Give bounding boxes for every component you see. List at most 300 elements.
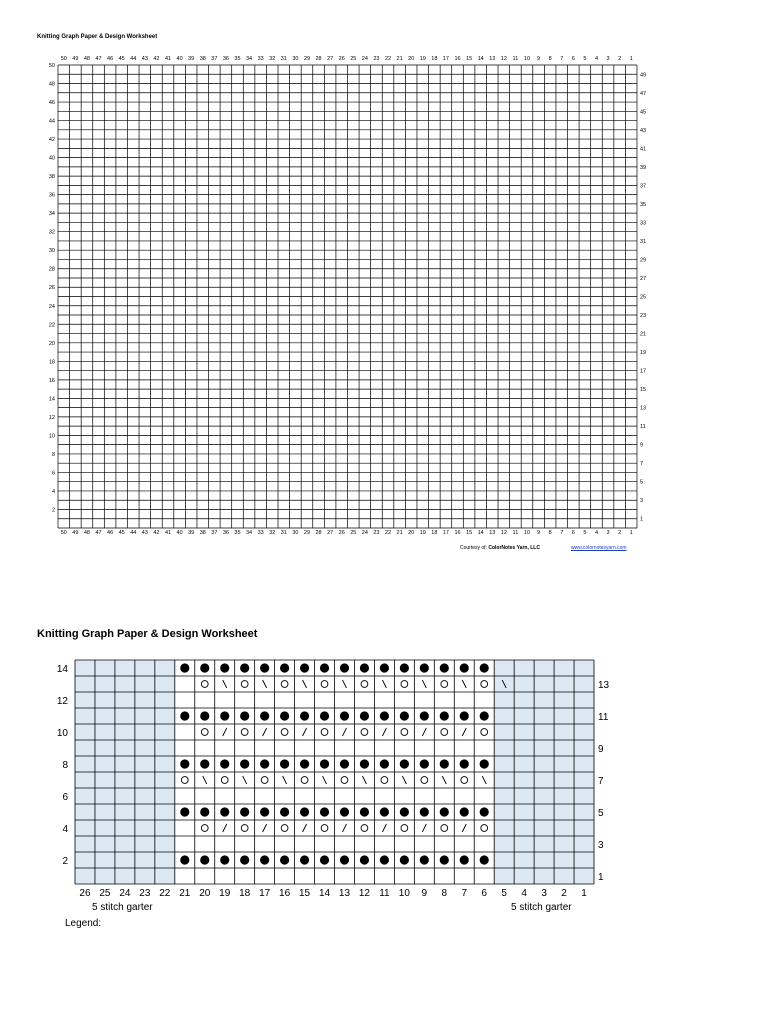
pattern-col-label: 17: [259, 888, 271, 899]
courtesy-name: ColorNotes Yarn, LLC: [488, 545, 540, 551]
purl-dot-mark: [380, 711, 389, 720]
ssk-backslash-mark: [362, 776, 366, 784]
purl-dot-mark: [400, 855, 409, 864]
top-col-label-top: 29: [303, 56, 311, 62]
purl-dot-mark: [380, 807, 389, 816]
top-col-label-bottom: 23: [373, 530, 380, 536]
top-row-label-left: 48: [48, 81, 55, 88]
purl-dot-mark: [320, 807, 329, 816]
purl-dot-mark: [420, 855, 429, 864]
top-row-label-right: 29: [640, 257, 647, 264]
top-col-label-top: 20: [408, 56, 415, 62]
purl-dot-mark: [400, 663, 409, 672]
yarn-over-mark: [281, 681, 288, 688]
pattern-col-label: 3: [541, 888, 547, 899]
purl-dot-mark: [320, 711, 329, 720]
top-col-label-bottom: 13: [489, 530, 496, 536]
purl-dot-mark: [420, 807, 429, 816]
top-col-label-bottom: 26: [338, 530, 345, 536]
top-col-label-bottom: 40: [176, 530, 183, 536]
top-col-label-top: 50: [60, 56, 67, 62]
purl-dot-mark: [320, 759, 329, 768]
top-row-label-right: 47: [640, 90, 647, 97]
purl-dot-mark: [260, 711, 269, 720]
website-link[interactable]: www.colornotesyarn.com: [571, 545, 627, 551]
top-col-label-top: 33: [257, 56, 264, 62]
pattern-col-label: 2: [561, 888, 567, 899]
pattern-col-label: 10: [398, 888, 410, 899]
top-col-label-top: 44: [130, 56, 137, 62]
ssk-backslash-mark: [482, 776, 486, 784]
top-col-label-top: 24: [361, 56, 368, 62]
k2tog-slash-mark: [263, 824, 267, 832]
purl-dot-mark: [180, 663, 189, 672]
top-col-label-bottom: 24: [361, 530, 368, 536]
purl-dot-mark: [400, 807, 409, 816]
top-col-label-bottom: 9: [537, 530, 541, 536]
top-row-label-left: 28: [48, 266, 55, 273]
top-row-label-right: 7: [640, 461, 644, 468]
ssk-backslash-mark: [283, 776, 287, 784]
top-col-label-bottom: 38: [199, 530, 206, 536]
purl-dot-mark: [360, 807, 369, 816]
top-row-label-right: 11: [640, 424, 646, 431]
purl-dot-mark: [360, 663, 369, 672]
pattern-col-label: 1: [581, 888, 587, 899]
pattern-col-label: 9: [421, 888, 428, 899]
top-row-label-left: 24: [48, 303, 55, 310]
purl-dot-mark: [480, 855, 489, 864]
purl-dot-mark: [320, 855, 329, 864]
purl-dot-mark: [280, 759, 289, 768]
purl-dot-mark: [480, 759, 489, 768]
top-row-label-left: 18: [48, 359, 55, 366]
top-col-label-bottom: 36: [222, 530, 229, 536]
top-col-label-bottom: 15: [466, 530, 473, 536]
yarn-over-mark: [361, 825, 368, 832]
purl-dot-mark: [200, 711, 209, 720]
yarn-over-mark: [461, 777, 468, 784]
top-col-label-bottom: 41: [164, 530, 172, 536]
top-col-label-bottom: 34: [246, 530, 253, 536]
ssk-backslash-mark: [243, 776, 247, 784]
top-col-label-top: 46: [107, 56, 114, 62]
top-col-label-top: 5: [583, 56, 587, 62]
top-col-label-bottom: 7: [560, 530, 564, 536]
top-row-label-right: 17: [640, 368, 647, 375]
top-col-label-bottom: 12: [500, 530, 507, 536]
top-col-label-top: 6: [571, 56, 575, 62]
top-col-label-top: 37: [211, 56, 218, 62]
purl-dot-mark: [280, 711, 289, 720]
purl-dot-mark: [220, 711, 229, 720]
k2tog-slash-mark: [303, 824, 307, 832]
purl-dot-mark: [380, 759, 389, 768]
top-col-label-top: 39: [188, 56, 195, 62]
top-col-label-top: 34: [246, 56, 253, 62]
purl-dot-mark: [440, 711, 449, 720]
top-col-label-bottom: 20: [408, 530, 415, 536]
top-col-label-bottom: 29: [303, 530, 311, 536]
top-col-label-top: 16: [454, 56, 461, 62]
top-col-label-top: 17: [442, 56, 449, 62]
purl-dot-mark: [280, 855, 289, 864]
pattern-row-label-right: 7: [598, 776, 604, 787]
purl-dot-mark: [380, 855, 389, 864]
pattern-col-label: 19: [219, 888, 231, 899]
top-row-label-left: 32: [48, 229, 55, 236]
top-col-label-bottom: 3: [606, 530, 610, 536]
k2tog-slash-mark: [303, 728, 307, 736]
k2tog-slash-mark: [382, 824, 386, 832]
pattern-row-label-left: 2: [62, 856, 68, 867]
pattern-col-label: 25: [99, 888, 111, 899]
top-col-label-top: 21: [396, 56, 403, 62]
pattern-col-label: 5: [501, 888, 507, 899]
yarn-over-mark: [481, 729, 488, 736]
top-col-label-bottom: 2: [618, 530, 622, 536]
pattern-col-label: 16: [279, 888, 291, 899]
yarn-over-mark: [201, 681, 208, 688]
top-row-label-right: 25: [640, 294, 647, 301]
top-col-label-bottom: 33: [257, 530, 264, 536]
purl-dot-mark: [400, 759, 409, 768]
top-col-label-top: 26: [338, 56, 345, 62]
top-col-label-bottom: 44: [130, 530, 137, 536]
yarn-over-mark: [421, 777, 428, 784]
purl-dot-mark: [300, 855, 309, 864]
ssk-backslash-mark: [402, 776, 406, 784]
top-col-label-top: 18: [431, 56, 438, 62]
yarn-over-mark: [241, 825, 248, 832]
yarn-over-mark: [481, 681, 488, 688]
pattern-row-label-left: 10: [56, 728, 68, 739]
pattern-col-label: 18: [239, 888, 251, 899]
top-row-label-right: 45: [640, 109, 647, 116]
yarn-over-mark: [401, 681, 408, 688]
courtesy-prefix: Courtesy of:: [460, 545, 487, 551]
top-row-label-right: 21: [640, 331, 647, 338]
top-col-label-bottom: 28: [315, 530, 322, 536]
top-col-label-bottom: 35: [234, 530, 241, 536]
purl-dot-mark: [300, 663, 309, 672]
pattern-col-label: 12: [358, 888, 371, 899]
top-row-label-left: 42: [48, 137, 55, 144]
top-col-label-top: 15: [466, 56, 473, 62]
top-col-label-top: 3: [606, 56, 610, 62]
top-col-label-bottom: 8: [548, 530, 552, 536]
ssk-backslash-mark: [303, 680, 307, 688]
purl-dot-mark: [220, 663, 229, 672]
yarn-over-mark: [321, 681, 328, 688]
top-row-label-left: 2: [51, 507, 55, 514]
top-row-label-left: 12: [48, 414, 55, 421]
k2tog-slash-mark: [462, 728, 466, 736]
top-worksheet-title: Knitting Graph Paper & Design Worksheet: [37, 34, 158, 40]
top-col-label-top: 31: [280, 56, 287, 62]
top-row-label-right: 43: [640, 127, 647, 134]
purl-dot-mark: [320, 663, 329, 672]
yarn-over-mark: [201, 825, 208, 832]
top-col-label-top: 8: [548, 56, 552, 62]
yarn-over-mark: [181, 777, 188, 784]
top-col-label-bottom: 14: [477, 530, 484, 536]
purl-dot-mark: [200, 807, 209, 816]
pattern-col-label: 24: [119, 888, 131, 899]
top-col-label-bottom: 4: [594, 530, 599, 536]
pattern-row-label-right: 5: [598, 808, 604, 819]
purl-dot-mark: [460, 663, 469, 672]
top-row-label-left: 4: [51, 488, 55, 495]
top-col-label-top: 45: [118, 56, 125, 62]
top-row-label-right: 31: [640, 238, 647, 245]
purl-dot-mark: [220, 807, 229, 816]
purl-dot-mark: [300, 759, 309, 768]
top-row-label-right: 37: [640, 183, 647, 190]
top-col-label-top: 13: [489, 56, 496, 62]
top-row-label-left: 46: [48, 100, 55, 107]
k2tog-slash-mark: [223, 728, 227, 736]
top-row-label-left: 16: [48, 377, 55, 384]
ssk-backslash-mark: [223, 680, 227, 688]
top-col-label-top: 7: [560, 56, 564, 62]
yarn-over-mark: [361, 729, 368, 736]
top-row-label-left: 34: [48, 211, 55, 218]
purl-dot-mark: [480, 663, 489, 672]
pattern-col-label: 15: [298, 888, 311, 899]
top-col-label-bottom: 16: [454, 530, 461, 536]
top-row-label-left: 8: [51, 451, 55, 458]
pattern-row-label-right: 3: [598, 840, 604, 851]
purl-dot-mark: [240, 855, 249, 864]
ssk-backslash-mark: [342, 680, 346, 688]
top-row-label-left: 44: [48, 118, 55, 125]
top-col-label-top: 28: [315, 56, 322, 62]
top-col-label-top: 35: [234, 56, 241, 62]
top-col-label-top: 43: [141, 56, 148, 62]
top-row-label-left: 22: [48, 322, 55, 329]
pattern-col-label: 21: [179, 888, 191, 899]
top-col-label-top: 19: [419, 56, 426, 62]
pattern-col-label: 20: [199, 888, 211, 899]
purl-dot-mark: [340, 759, 349, 768]
top-row-label-left: 26: [48, 285, 55, 292]
purl-dot-mark: [360, 711, 369, 720]
pattern-row-label-left: 6: [62, 792, 68, 803]
pattern-col-label: 22: [159, 888, 171, 899]
purl-dot-mark: [340, 855, 349, 864]
top-col-label-top: 38: [199, 56, 206, 62]
top-col-label-bottom: 32: [269, 530, 276, 536]
purl-dot-mark: [200, 855, 209, 864]
purl-dot-mark: [280, 807, 289, 816]
yarn-over-mark: [241, 729, 248, 736]
yarn-over-mark: [361, 681, 368, 688]
top-col-label-bottom: 49: [72, 530, 79, 536]
top-row-label-right: 41: [640, 146, 647, 153]
top-col-label-bottom: 1: [629, 530, 633, 536]
yarn-over-mark: [301, 777, 308, 784]
top-col-label-bottom: 22: [384, 530, 392, 536]
top-col-label-top: 23: [373, 56, 380, 62]
top-col-label-top: 14: [477, 56, 484, 62]
purl-dot-mark: [240, 759, 249, 768]
legend-label: Legend:: [65, 918, 102, 929]
top-col-label-top: 41: [164, 56, 172, 62]
purl-dot-mark: [180, 711, 189, 720]
top-col-label-bottom: 17: [442, 530, 449, 536]
yarn-over-mark: [241, 681, 248, 688]
top-col-label-bottom: 27: [327, 530, 334, 536]
top-row-label-left: 40: [48, 155, 55, 162]
purl-dot-mark: [280, 663, 289, 672]
purl-dot-mark: [440, 663, 449, 672]
purl-dot-mark: [300, 807, 309, 816]
top-row-label-left: 20: [48, 340, 55, 347]
ssk-backslash-mark: [382, 680, 386, 688]
top-col-label-bottom: 6: [571, 530, 575, 536]
k2tog-slash-mark: [422, 824, 426, 832]
purl-dot-mark: [340, 807, 349, 816]
pattern-col-label: 13: [338, 888, 351, 899]
yarn-over-mark: [381, 777, 388, 784]
top-col-label-bottom: 47: [95, 530, 102, 536]
top-row-label-right: 33: [640, 220, 647, 227]
purl-dot-mark: [260, 807, 269, 816]
top-row-label-right: 49: [640, 72, 647, 79]
purl-dot-mark: [460, 807, 469, 816]
top-col-label-bottom: 46: [107, 530, 114, 536]
pattern-col-label: 6: [481, 888, 487, 899]
purl-dot-mark: [260, 663, 269, 672]
top-col-label-bottom: 18: [431, 530, 438, 536]
top-col-label-top: 32: [269, 56, 276, 62]
top-col-label-bottom: 50: [60, 530, 67, 536]
k2tog-slash-mark: [342, 824, 346, 832]
pattern-row-label-left: 14: [56, 664, 68, 675]
top-col-label-top: 47: [95, 56, 102, 62]
top-row-label-right: 23: [640, 313, 647, 320]
purl-dot-mark: [380, 663, 389, 672]
ssk-backslash-mark: [442, 776, 446, 784]
top-col-label-top: 1: [629, 56, 633, 62]
pattern-col-label: 11: [379, 888, 390, 899]
purl-dot-mark: [220, 759, 229, 768]
pattern-row-label-right: 9: [598, 744, 604, 755]
pattern-row-label-left: 8: [62, 760, 68, 771]
yarn-over-mark: [441, 681, 448, 688]
purl-dot-mark: [440, 807, 449, 816]
purl-dot-mark: [180, 855, 189, 864]
top-col-label-bottom: 37: [211, 530, 218, 536]
top-row-label-right: 1: [640, 516, 644, 523]
top-row-label-left: 6: [51, 470, 55, 477]
garter-label-right: 5 stitch garter: [511, 902, 572, 913]
k2tog-slash-mark: [263, 728, 267, 736]
yarn-over-mark: [401, 825, 408, 832]
ssk-backslash-mark: [263, 680, 267, 688]
top-col-label-bottom: 42: [153, 530, 160, 536]
top-row-label-right: 27: [640, 275, 647, 282]
purl-dot-mark: [260, 855, 269, 864]
yarn-over-mark: [321, 825, 328, 832]
top-col-label-bottom: 43: [141, 530, 148, 536]
top-row-label-left: 10: [48, 433, 55, 440]
ssk-backslash-mark: [422, 680, 426, 688]
purl-dot-mark: [460, 759, 469, 768]
yarn-over-mark: [321, 729, 328, 736]
top-row-label-right: 35: [640, 201, 647, 208]
purl-dot-mark: [460, 855, 469, 864]
top-col-label-top: 2: [618, 56, 622, 62]
top-row-label-left: 14: [48, 396, 55, 403]
yarn-over-mark: [261, 777, 268, 784]
purl-dot-mark: [360, 759, 369, 768]
top-row-label-right: 15: [640, 387, 647, 394]
garter-label-left: 5 stitch garter: [92, 902, 153, 913]
pattern-col-label: 14: [318, 888, 331, 899]
top-col-label-bottom: 45: [118, 530, 125, 536]
top-col-label-bottom: 21: [396, 530, 403, 536]
pattern-row-label-left: 4: [62, 824, 68, 835]
purl-dot-mark: [480, 807, 489, 816]
ssk-backslash-mark: [203, 776, 207, 784]
yarn-over-mark: [221, 777, 228, 784]
top-col-label-top: 25: [350, 56, 357, 62]
top-col-label-bottom: 30: [292, 530, 299, 536]
top-row-label-right: 9: [640, 442, 644, 449]
purl-dot-mark: [180, 807, 189, 816]
purl-dot-mark: [400, 711, 409, 720]
yarn-over-mark: [281, 729, 288, 736]
top-col-label-top: 12: [500, 56, 507, 62]
pattern-col-label: 4: [521, 888, 527, 899]
top-col-label-bottom: 19: [419, 530, 426, 536]
purl-dot-mark: [420, 759, 429, 768]
purl-dot-mark: [460, 711, 469, 720]
purl-dot-mark: [440, 759, 449, 768]
purl-dot-mark: [340, 711, 349, 720]
pattern-row-label-right: 13: [598, 680, 610, 691]
top-col-label-bottom: 5: [583, 530, 587, 536]
top-row-label-left: 38: [48, 174, 55, 181]
ssk-backslash-mark: [462, 680, 466, 688]
top-col-label-bottom: 11: [512, 530, 519, 536]
k2tog-slash-mark: [462, 824, 466, 832]
top-row-label-right: 5: [640, 479, 644, 486]
k2tog-slash-mark: [342, 728, 346, 736]
purl-dot-mark: [240, 711, 249, 720]
top-col-label-bottom: 48: [83, 530, 91, 536]
top-col-label-top: 9: [537, 56, 541, 62]
top-col-label-top: 10: [523, 56, 531, 62]
top-col-label-bottom: 39: [188, 530, 195, 536]
pattern-row-label-left: 12: [56, 696, 68, 707]
top-row-label-left: 30: [48, 248, 55, 255]
k2tog-slash-mark: [422, 728, 426, 736]
purl-dot-mark: [420, 711, 429, 720]
pattern-col-label: 8: [441, 888, 448, 899]
yarn-over-mark: [401, 729, 408, 736]
top-col-label-top: 36: [222, 56, 229, 62]
top-col-label-top: 49: [72, 56, 79, 62]
top-col-label-top: 27: [327, 56, 334, 62]
purl-dot-mark: [480, 711, 489, 720]
pattern-col-label: 7: [461, 888, 468, 899]
yarn-over-mark: [341, 777, 348, 784]
top-col-label-top: 11: [512, 56, 519, 62]
top-row-label-right: 13: [640, 405, 647, 412]
